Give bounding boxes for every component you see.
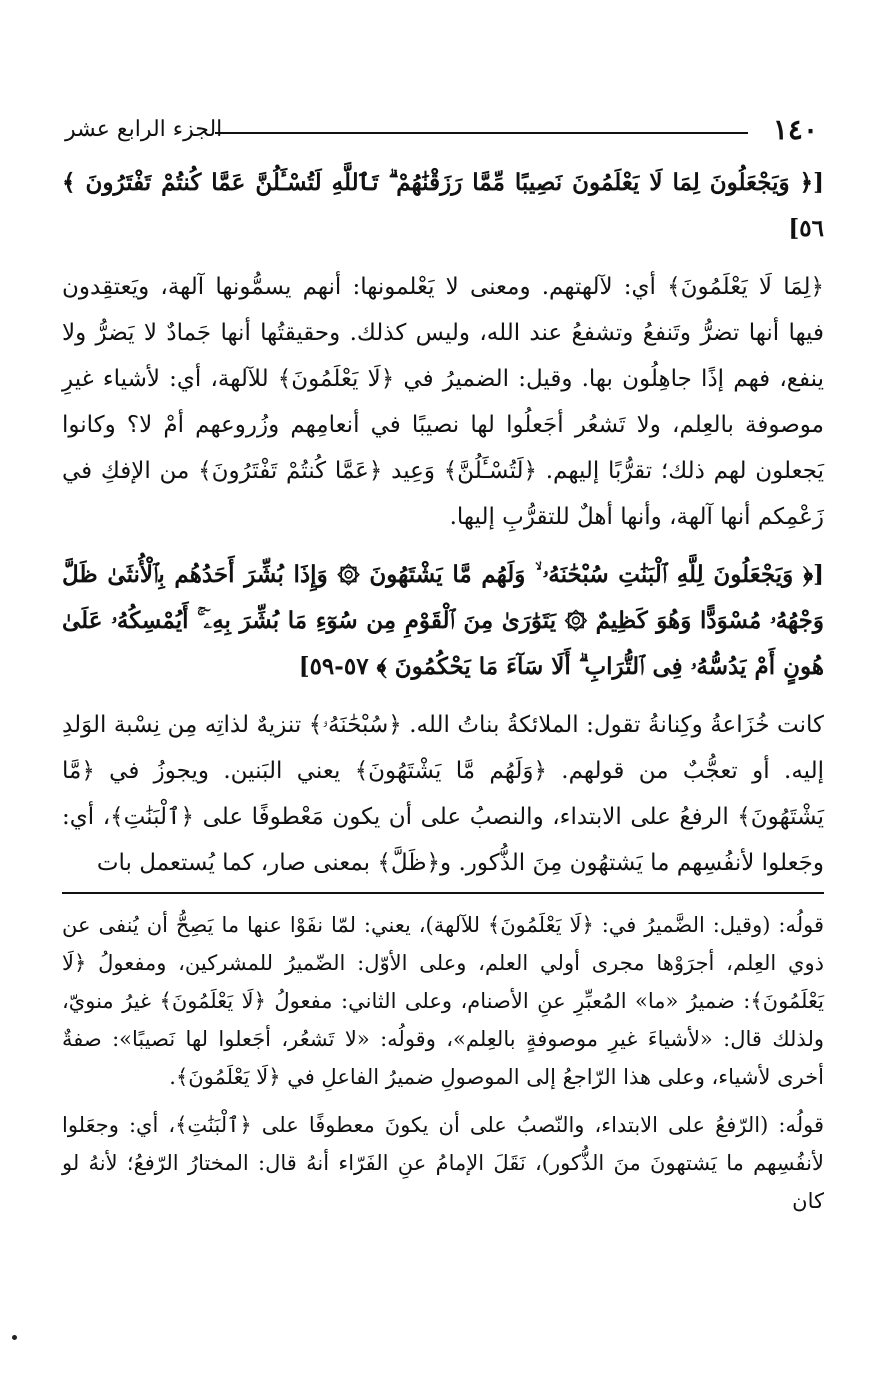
header-rule	[215, 132, 748, 134]
quran-verses-57-59: [﴿ وَيَجْعَلُونَ لِلَّهِ ٱلْبَنَٰتِ سُبْحَٰنَهُۥ ۙ وَلَهُم مَّا يَشْتَهُونَ ۞ وَإِذَا بُشِّرَ أَحَدُهُم بِٱلْأُنثَىٰ ظَلَّ وَجْهُهُۥ مُسْوَدًّا وَهُوَ كَظِيمٌ ۞ يَتَوَٰرَىٰ مِنَ ٱلْقَوْمِ مِن سُوٓءِ مَا بُشِّرَ بِهِۦٓ ۚ أَيُمْسِكُهُۥ عَلَىٰ هُونٍ أَمْ يَدُسُّهُۥ فِى ٱلتُّرَابِ ۗ أَلَا سَآءَ مَا يَحْكُمُونَ ﴾ ٥٧-٥٩]	[62, 561, 824, 680]
footnote: قولُه: (الرّفعُ على الابتداء، والنّصبُ على أن يكونَ معطوفًا على ﴿ٱلْبَنَٰتِ﴾، أي: وجعَلوا لأنفُسِهم ما يَشتهونَ منَ الذُّكور)، نَقَلَ الإمامُ عنِ الفَرّاء أنهُ قال: المختارُ الرّفعُ؛ لأنهُ لو كان	[62, 1113, 824, 1213]
footnote: قولُه: (وقيل: الضَّميرُ في: ﴿لَا يَعْلَمُونَ﴾ للآلهة)، يعني: لمّا نفَوْا عنها ما يَصِحُّ أن يُنفى عن ذوي العِلم، أجرَوْها مجرى أولي العلم، وعلى الأوّل: الضّميرُ للمشركين، ومفعولُ ﴿لَا يَعْلَمُونَ﴾: ضميرُ «ما» المُعبِّرِ عنِ الأصنام، وعلى الثاني: مفعولُ ﴿لَا يَعْلَمُونَ﴾ غيرُ منويّ، ولذلك قال: «لأشياءَ غيرِ موصوفةٍ بالعِلم»، وقولُه: «لا تَشعُر، أجَعلوا لها نَصيبًا»: صفةٌ أخرى لأشياء، وعلى هذا الرّاجعُ إلى الموصولِ ضميرُ الفاعلِ في ﴿لَا يَعْلَمُونَ﴾.	[62, 913, 824, 1089]
page-content	[62, 160, 824, 1230]
commentary-paragraph: كانت خُزَاعةُ وكِنانةُ تقول: الملائكةُ بناتُ الله. ﴿سُبْحَٰنَهُۥ﴾ تنزيهٌ لذاتِه مِن نِسْبة الوَلدِ إليه. أو تعجُّبٌ من قولهم. ﴿وَلَهُم مَّا يَشْتَهُونَ﴾ يعني البَنين. ويجوزُ في ﴿مَّا يَشْتَهُونَ﴾ الرفعُ على الابتداء، والنصبُ على أن يكون مَعْطوفًا على ﴿ٱلْبَنَٰتِ﴾، أي: وجَعلوا لأنفُسِهم ما يَشتهُون مِنَ الذُّكور. و﴿ظَلَّ﴾ بمعنى صار، كما يُستعمل بات	[62, 712, 824, 876]
running-title: الجزء الرابع عشر	[65, 117, 223, 142]
page-number: ١٤٠	[772, 113, 818, 146]
page-header	[65, 112, 818, 152]
quran-verse-56: [﴿ وَيَجْعَلُونَ لِمَا لَا يَعْلَمُونَ نَصِيبًا مِّمَّا رَزَقْنَٰهُمْ ۗ تَٱللَّهِ لَتُسْـَٔلُنَّ عَمَّا كُنتُمْ تَفْتَرُونَ ﴾ ٥٦]	[62, 169, 824, 242]
footnote-separator	[62, 892, 824, 894]
margin-mark	[12, 1335, 17, 1340]
commentary-paragraph: ﴿لِمَا لَا يَعْلَمُونَ﴾ أي: لآلهتهم. ومعنى لا يَعْلمونها: أنهم يسمُّونها آلهة، ويَعتقِدون فيها أنها تضرُّ وتَنفعُ وتشفعُ عند الله، وليس كذلك. وحقيقتُها أنها جَمادٌ لا يَضرُّ ولا ينفع، فهم إذًا جاهِلُون بها. وقيل: الضميرُ في ﴿لَا يَعْلَمُونَ﴾ للآلهة، أي: لأشياء غيرِ موصوفة بالعِلم، ولا تَشعُر أجَعلُوا لها نصيبًا في أنعامِهم وزُروعهم أمْ لا؟ وكانوا يَجعلون لهم ذلك؛ تقرُّبًا إليهم. ﴿لَتُسْـَٔلُنَّ﴾ وَعِيد ﴿عَمَّا كُنتُمْ تَفْتَرُونَ﴾ من الإفكِ في زَعْمِكم أنها آلهة، وأنها أهلٌ للتقرُّبِ إليها.	[62, 274, 824, 530]
